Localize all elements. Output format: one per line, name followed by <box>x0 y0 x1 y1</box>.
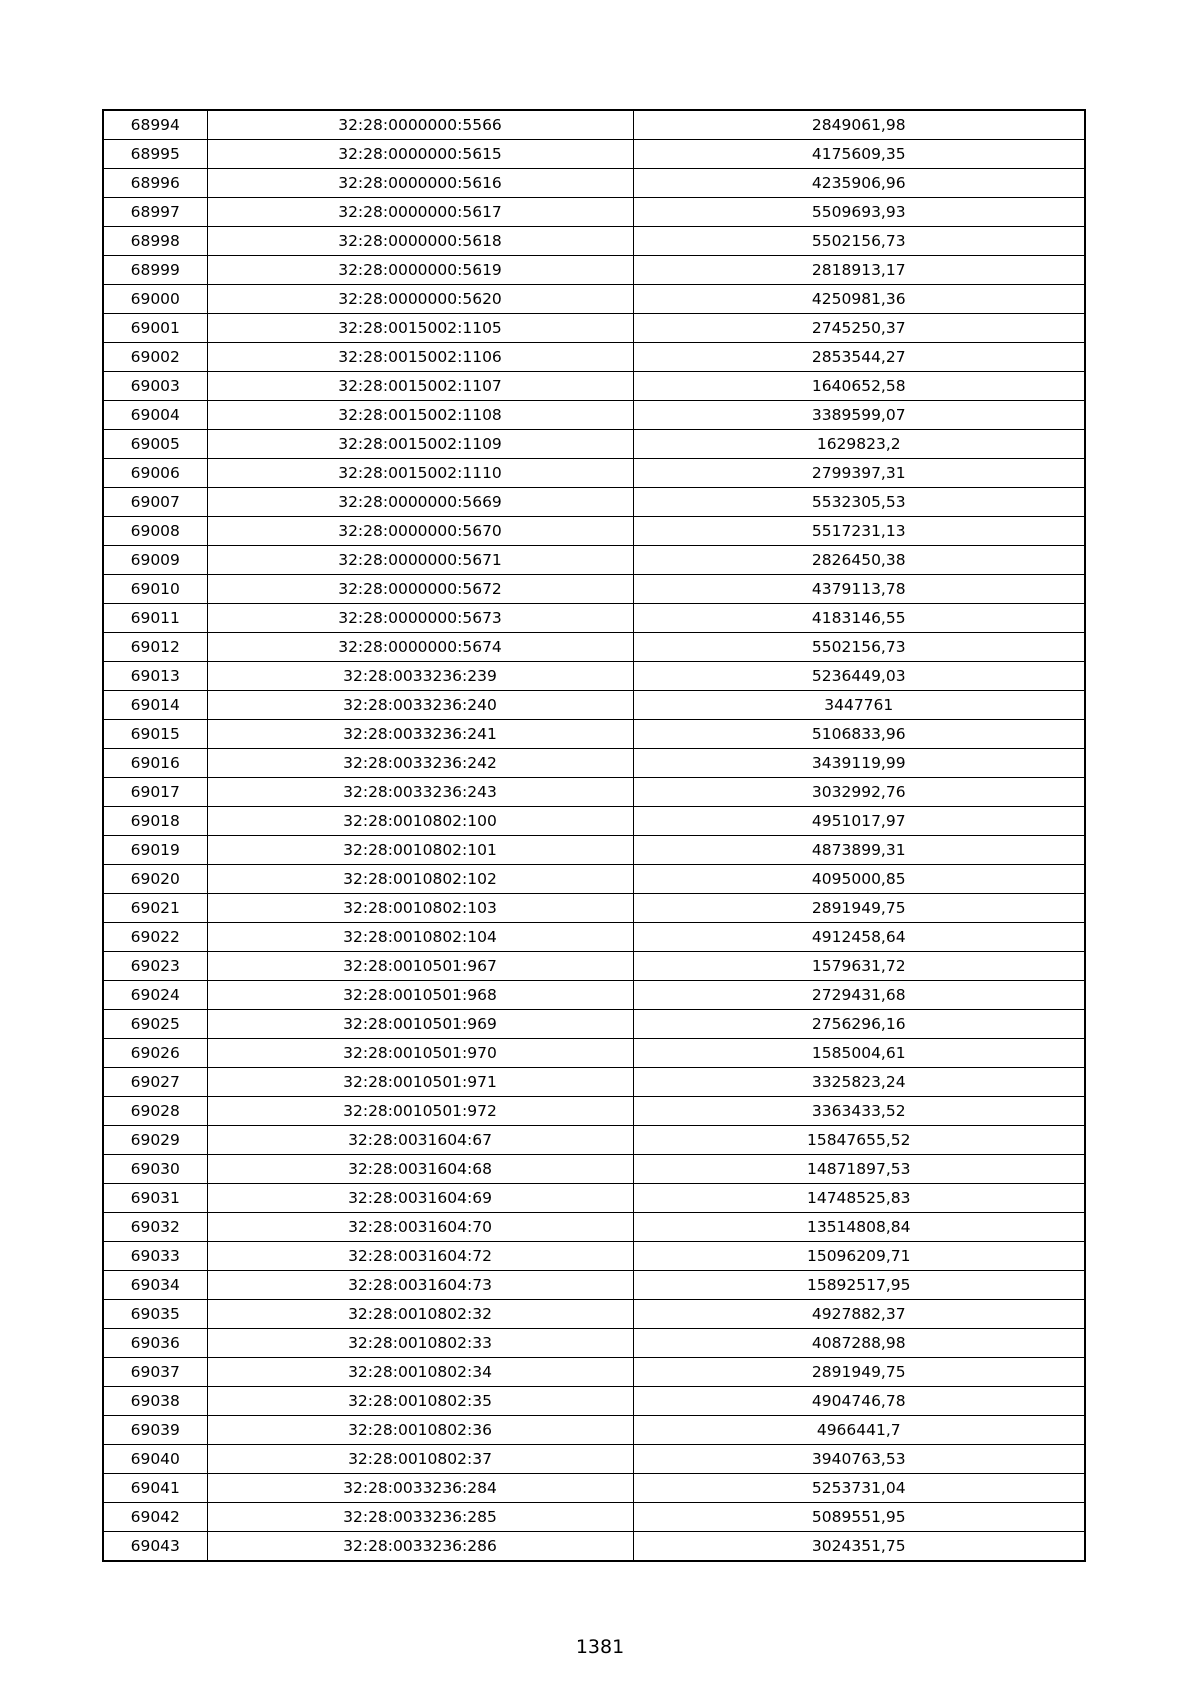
row-number-cell: 69015 <box>103 720 207 749</box>
cadastral-value-cell: 3024351,75 <box>633 1532 1085 1562</box>
row-number-cell: 69011 <box>103 604 207 633</box>
cadastral-number-cell: 32:28:0033236:284 <box>207 1474 633 1503</box>
row-number-cell: 69040 <box>103 1445 207 1474</box>
cadastral-number-cell: 32:28:0033236:285 <box>207 1503 633 1532</box>
cadastral-value-cell: 2891949,75 <box>633 894 1085 923</box>
row-number-cell: 69006 <box>103 459 207 488</box>
table-row <box>103 314 1085 343</box>
table-row <box>103 1416 1085 1445</box>
row-number-cell: 69014 <box>103 691 207 720</box>
table-row <box>103 1068 1085 1097</box>
cadastral-value-cell: 2799397,31 <box>633 459 1085 488</box>
cadastral-number-cell: 32:28:0010802:35 <box>207 1387 633 1416</box>
table-row <box>103 1271 1085 1300</box>
table-row <box>103 430 1085 459</box>
row-number-cell: 69018 <box>103 807 207 836</box>
row-number-cell: 69023 <box>103 952 207 981</box>
cadastral-number-cell: 32:28:0000000:5620 <box>207 285 633 314</box>
row-number-cell: 69005 <box>103 430 207 459</box>
table-row <box>103 575 1085 604</box>
table-row <box>103 401 1085 430</box>
row-number-cell: 69039 <box>103 1416 207 1445</box>
row-number-cell: 69028 <box>103 1097 207 1126</box>
cadastral-number-cell: 32:28:0010802:33 <box>207 1329 633 1358</box>
cadastral-value-cell: 15892517,95 <box>633 1271 1085 1300</box>
table-row <box>103 1503 1085 1532</box>
row-number-cell: 69027 <box>103 1068 207 1097</box>
cadastral-value-cell: 4235906,96 <box>633 169 1085 198</box>
cadastral-number-cell: 32:28:0031604:68 <box>207 1155 633 1184</box>
cadastral-number-cell: 32:28:0010501:968 <box>207 981 633 1010</box>
cadastral-value-cell: 3447761 <box>633 691 1085 720</box>
row-number-cell: 68999 <box>103 256 207 285</box>
cadastral-number-cell: 32:28:0015002:1108 <box>207 401 633 430</box>
row-number-cell: 69012 <box>103 633 207 662</box>
table-row <box>103 1445 1085 1474</box>
row-number-cell: 69016 <box>103 749 207 778</box>
cadastral-number-cell: 32:28:0010501:970 <box>207 1039 633 1068</box>
cadastral-number-cell: 32:28:0010501:967 <box>207 952 633 981</box>
cadastral-number-cell: 32:28:0010802:32 <box>207 1300 633 1329</box>
row-number-cell: 69031 <box>103 1184 207 1213</box>
cadastral-value-cell: 4095000,85 <box>633 865 1085 894</box>
row-number-cell: 69020 <box>103 865 207 894</box>
cadastral-number-cell: 32:28:0010802:101 <box>207 836 633 865</box>
row-number-cell: 69010 <box>103 575 207 604</box>
row-number-cell: 69022 <box>103 923 207 952</box>
cadastral-value-cell: 5236449,03 <box>633 662 1085 691</box>
row-number-cell: 69043 <box>103 1532 207 1562</box>
cadastral-value-cell: 5509693,93 <box>633 198 1085 227</box>
row-number-cell: 69036 <box>103 1329 207 1358</box>
row-number-cell: 69021 <box>103 894 207 923</box>
table-row <box>103 894 1085 923</box>
table-row <box>103 981 1085 1010</box>
cadastral-value-cell: 3325823,24 <box>633 1068 1085 1097</box>
row-number-cell: 69013 <box>103 662 207 691</box>
cadastral-number-cell: 32:28:0015002:1106 <box>207 343 633 372</box>
cadastral-value-cell: 1579631,72 <box>633 952 1085 981</box>
row-number-cell: 69034 <box>103 1271 207 1300</box>
cadastral-value-cell: 5532305,53 <box>633 488 1085 517</box>
cadastral-value-cell: 14748525,83 <box>633 1184 1085 1213</box>
page-number: 1381 <box>575 1636 625 1658</box>
table-row <box>103 169 1085 198</box>
table-row <box>103 952 1085 981</box>
table-row <box>103 633 1085 662</box>
cadastral-number-cell: 32:28:0010501:972 <box>207 1097 633 1126</box>
cadastral-value-cell: 2891949,75 <box>633 1358 1085 1387</box>
cadastral-value-cell: 5089551,95 <box>633 1503 1085 1532</box>
cadastral-value-cell: 1640652,58 <box>633 372 1085 401</box>
cadastral-number-cell: 32:28:0000000:5669 <box>207 488 633 517</box>
row-number-cell: 68995 <box>103 140 207 169</box>
row-number-cell: 69037 <box>103 1358 207 1387</box>
cadastral-number-cell: 32:28:0031604:70 <box>207 1213 633 1242</box>
cadastral-number-cell: 32:28:0000000:5619 <box>207 256 633 285</box>
table-row <box>103 1358 1085 1387</box>
table-body <box>103 110 1085 1561</box>
cadastral-number-cell: 32:28:0010802:100 <box>207 807 633 836</box>
row-number-cell: 69000 <box>103 285 207 314</box>
row-number-cell: 69009 <box>103 546 207 575</box>
table-row <box>103 140 1085 169</box>
cadastral-number-cell: 32:28:0000000:5670 <box>207 517 633 546</box>
table-row <box>103 1213 1085 1242</box>
table-row <box>103 343 1085 372</box>
cadastral-value-table <box>102 109 1086 1562</box>
table-row <box>103 1242 1085 1271</box>
cadastral-value-cell: 5502156,73 <box>633 227 1085 256</box>
table-row <box>103 1329 1085 1358</box>
table-row <box>103 749 1085 778</box>
cadastral-value-cell: 4379113,78 <box>633 575 1085 604</box>
table-row <box>103 778 1085 807</box>
cadastral-value-cell: 4175609,35 <box>633 140 1085 169</box>
table-row <box>103 604 1085 633</box>
cadastral-number-cell: 32:28:0010802:37 <box>207 1445 633 1474</box>
cadastral-value-cell: 2826450,38 <box>633 546 1085 575</box>
table-row <box>103 1039 1085 1068</box>
cadastral-value-cell: 2756296,16 <box>633 1010 1085 1039</box>
row-number-cell: 69035 <box>103 1300 207 1329</box>
table-row <box>103 198 1085 227</box>
row-number-cell: 69030 <box>103 1155 207 1184</box>
cadastral-number-cell: 32:28:0033236:241 <box>207 720 633 749</box>
row-number-cell: 69025 <box>103 1010 207 1039</box>
table-row <box>103 836 1085 865</box>
table-row <box>103 923 1085 952</box>
cadastral-value-cell: 5517231,13 <box>633 517 1085 546</box>
cadastral-number-cell: 32:28:0033236:240 <box>207 691 633 720</box>
table-row <box>103 662 1085 691</box>
cadastral-value-cell: 4927882,37 <box>633 1300 1085 1329</box>
cadastral-number-cell: 32:28:0010802:36 <box>207 1416 633 1445</box>
cadastral-number-cell: 32:28:0000000:5674 <box>207 633 633 662</box>
cadastral-value-cell: 5106833,96 <box>633 720 1085 749</box>
cadastral-value-cell: 4250981,36 <box>633 285 1085 314</box>
cadastral-number-cell: 32:28:0000000:5618 <box>207 227 633 256</box>
cadastral-number-cell: 32:28:0015002:1110 <box>207 459 633 488</box>
cadastral-number-cell: 32:28:0010802:103 <box>207 894 633 923</box>
cadastral-number-cell: 32:28:0000000:5615 <box>207 140 633 169</box>
row-number-cell: 69032 <box>103 1213 207 1242</box>
cadastral-number-cell: 32:28:0015002:1109 <box>207 430 633 459</box>
cadastral-number-cell: 32:28:0000000:5671 <box>207 546 633 575</box>
row-number-cell: 68996 <box>103 169 207 198</box>
table-row <box>103 110 1085 140</box>
table-row <box>103 691 1085 720</box>
table-row <box>103 1532 1085 1562</box>
row-number-cell: 69007 <box>103 488 207 517</box>
table-row <box>103 459 1085 488</box>
cadastral-value-cell: 2745250,37 <box>633 314 1085 343</box>
table-row <box>103 1474 1085 1503</box>
cadastral-value-cell: 4904746,78 <box>633 1387 1085 1416</box>
cadastral-number-cell: 32:28:0000000:5673 <box>207 604 633 633</box>
row-number-cell: 69024 <box>103 981 207 1010</box>
table-row <box>103 865 1085 894</box>
row-number-cell: 69038 <box>103 1387 207 1416</box>
table-row <box>103 1097 1085 1126</box>
cadastral-value-cell: 4087288,98 <box>633 1329 1085 1358</box>
table-row <box>103 807 1085 836</box>
row-number-cell: 69033 <box>103 1242 207 1271</box>
cadastral-value-cell: 5502156,73 <box>633 633 1085 662</box>
cadastral-value-cell: 14871897,53 <box>633 1155 1085 1184</box>
cadastral-value-cell: 2849061,98 <box>633 110 1085 140</box>
row-number-cell: 69019 <box>103 836 207 865</box>
cadastral-value-cell: 3363433,52 <box>633 1097 1085 1126</box>
table-row <box>103 1155 1085 1184</box>
table-row <box>103 1300 1085 1329</box>
cadastral-number-cell: 32:28:0033236:239 <box>207 662 633 691</box>
cadastral-number-cell: 32:28:0010802:104 <box>207 923 633 952</box>
row-number-cell: 68994 <box>103 110 207 140</box>
cadastral-number-cell: 32:28:0031604:69 <box>207 1184 633 1213</box>
cadastral-number-cell: 32:28:0033236:286 <box>207 1532 633 1562</box>
cadastral-value-cell: 15847655,52 <box>633 1126 1085 1155</box>
cadastral-number-cell: 32:28:0015002:1107 <box>207 372 633 401</box>
cadastral-number-cell: 32:28:0010802:34 <box>207 1358 633 1387</box>
table-row <box>103 227 1085 256</box>
cadastral-value-cell: 2729431,68 <box>633 981 1085 1010</box>
cadastral-number-cell: 32:28:0031604:73 <box>207 1271 633 1300</box>
cadastral-value-cell: 13514808,84 <box>633 1213 1085 1242</box>
row-number-cell: 69003 <box>103 372 207 401</box>
table-row <box>103 517 1085 546</box>
cadastral-number-cell: 32:28:0015002:1105 <box>207 314 633 343</box>
row-number-cell: 69041 <box>103 1474 207 1503</box>
row-number-cell: 69001 <box>103 314 207 343</box>
cadastral-value-cell: 3439119,99 <box>633 749 1085 778</box>
cadastral-number-cell: 32:28:0000000:5617 <box>207 198 633 227</box>
table-row <box>103 372 1085 401</box>
table-row <box>103 1010 1085 1039</box>
cadastral-value-cell: 15096209,71 <box>633 1242 1085 1271</box>
row-number-cell: 69004 <box>103 401 207 430</box>
cadastral-value-cell: 1629823,2 <box>633 430 1085 459</box>
row-number-cell: 68998 <box>103 227 207 256</box>
table-row <box>103 1184 1085 1213</box>
cadastral-number-cell: 32:28:0000000:5566 <box>207 110 633 140</box>
cadastral-number-cell: 32:28:0033236:243 <box>207 778 633 807</box>
row-number-cell: 69008 <box>103 517 207 546</box>
cadastral-number-cell: 32:28:0010501:969 <box>207 1010 633 1039</box>
cadastral-number-cell: 32:28:0031604:67 <box>207 1126 633 1155</box>
cadastral-value-cell: 2853544,27 <box>633 343 1085 372</box>
cadastral-number-cell: 32:28:0031604:72 <box>207 1242 633 1271</box>
table-row <box>103 546 1085 575</box>
cadastral-value-cell: 3032992,76 <box>633 778 1085 807</box>
cadastral-value-cell: 4873899,31 <box>633 836 1085 865</box>
cadastral-value-cell: 4912458,64 <box>633 923 1085 952</box>
cadastral-number-cell: 32:28:0000000:5672 <box>207 575 633 604</box>
cadastral-value-cell: 4966441,7 <box>633 1416 1085 1445</box>
row-number-cell: 69029 <box>103 1126 207 1155</box>
cadastral-value-cell: 1585004,61 <box>633 1039 1085 1068</box>
cadastral-value-cell: 5253731,04 <box>633 1474 1085 1503</box>
table-row <box>103 256 1085 285</box>
cadastral-value-cell: 4183146,55 <box>633 604 1085 633</box>
row-number-cell: 69026 <box>103 1039 207 1068</box>
cadastral-value-cell: 3940763,53 <box>633 1445 1085 1474</box>
table-row <box>103 1126 1085 1155</box>
table-row <box>103 1387 1085 1416</box>
row-number-cell: 69017 <box>103 778 207 807</box>
row-number-cell: 69002 <box>103 343 207 372</box>
row-number-cell: 69042 <box>103 1503 207 1532</box>
cadastral-value-cell: 2818913,17 <box>633 256 1085 285</box>
cadastral-number-cell: 32:28:0033236:242 <box>207 749 633 778</box>
cadastral-value-cell: 3389599,07 <box>633 401 1085 430</box>
table-row <box>103 488 1085 517</box>
table-row <box>103 285 1085 314</box>
table-row <box>103 720 1085 749</box>
cadastral-value-cell: 4951017,97 <box>633 807 1085 836</box>
cadastral-number-cell: 32:28:0010501:971 <box>207 1068 633 1097</box>
cadastral-number-cell: 32:28:0010802:102 <box>207 865 633 894</box>
row-number-cell: 68997 <box>103 198 207 227</box>
cadastral-number-cell: 32:28:0000000:5616 <box>207 169 633 198</box>
